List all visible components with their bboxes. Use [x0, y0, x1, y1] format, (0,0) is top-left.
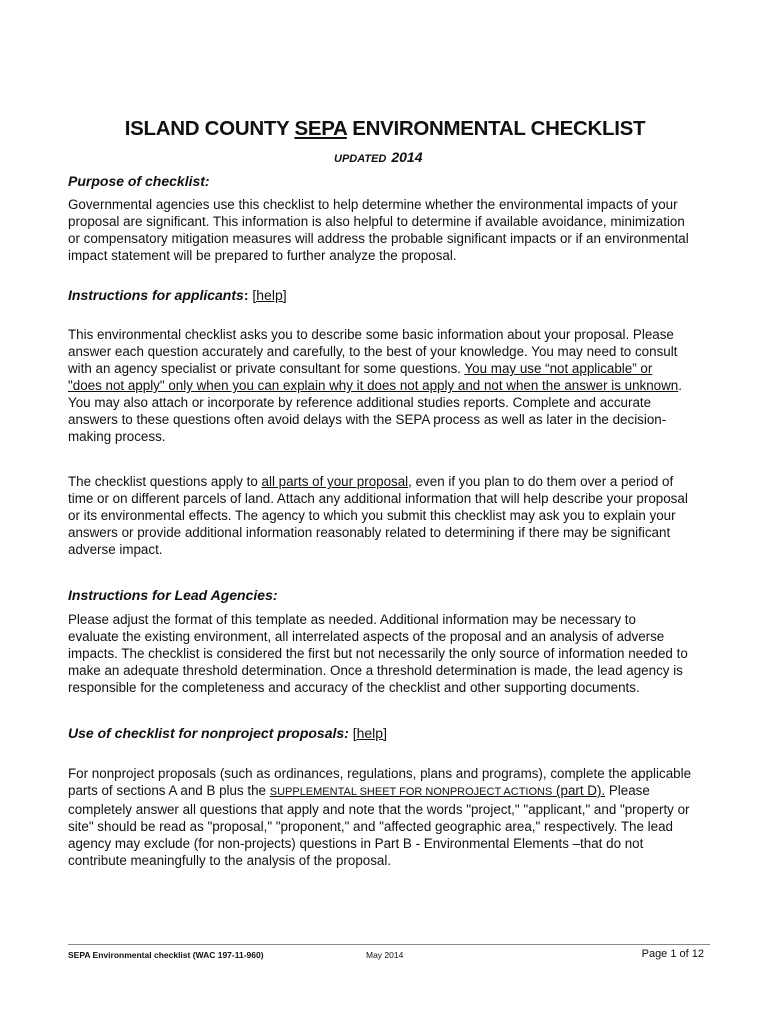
updated-label: UPDATED: [334, 153, 387, 165]
applicants-paragraph-2: The checklist questions apply to all parts of your proposal, even if you plan to do them over a period of time or on different parcels of land. Attach any additional information that will help describe your proposal or its environmental effects. The agency to which you submit this checklist may ask you to explain your answers or provide additional information reasonably related to determining if there may be significant adverse impact.: [68, 474, 688, 557]
part-d-link[interactable]: (part D).: [552, 783, 606, 798]
lead-agencies-heading: Instructions for Lead Agencies:: [68, 587, 278, 603]
applicants-help-link[interactable]: [help]: [252, 287, 287, 303]
footer-citation: SEPA Environmental checklist (WAC 197-11-960): [68, 950, 264, 960]
page-title: [0, 117, 770, 141]
page-number: Page 1 of 12: [641, 948, 704, 960]
footer-date: May 2014: [366, 950, 404, 960]
nonproject-paragraph: For nonproject proposals (such as ordinances, regulations, plans and programs), complete the applicable parts of sections A and B plus the SUPPLEMENTAL SHEET FOR NONPROJECT ACTIONS (part D). Please completely answer all questions that apply and note that the words "project," "applicant," and "property or site" should be read as "proposal," "proponent," and "affected geographic area," respectively. The lead agency may exclude (for non-projects) questions in Part B - Environmental Elements –that do not contribute meaningfully to the analysis of the proposal.: [68, 766, 692, 868]
updated-note: [334, 149, 423, 167]
title-suffix: ENVIRONMENTAL CHECKLIST: [346, 117, 646, 140]
supplemental-sheet-link[interactable]: SUPPLEMENTAL SHEET FOR NONPROJECT ACTIONS: [269, 786, 553, 798]
purpose-paragraph: Governmental agencies use this checklist to help determine whether the environmental impacts of your proposal are significant. This information is also helpful to determine if available avoidance, minimization or compensatory mitigation measures will address the probable significant impacts or if an environmental impact statement will be prepared to further analyze the proposal.: [68, 197, 689, 263]
updated-year: 2014: [391, 149, 423, 165]
nonproject-help-link[interactable]: [help]: [352, 725, 387, 741]
lead-agencies-paragraph: Please adjust the format of this template as needed. Additional information may be necessary to evaluate the existing environment, all interrelated aspects of the proposal and an analysis of adverse impacts. The checklist is considered the first but not necessarily the only source of information needed to make an adequate threshold determination. Once a threshold determination is made, the lead agency is responsible for the completeness and accuracy of the checklist and other supporting documents.: [68, 612, 688, 695]
applicants-heading: Instructions for applicants: [help]: [68, 287, 287, 303]
nonproject-heading: Use of checklist for nonproject proposals: [help]: [68, 725, 387, 741]
purpose-heading: Purpose of checklist:: [68, 173, 210, 189]
title-sepa: SEPA: [294, 117, 347, 140]
title-prefix: ISLAND COUNTY: [124, 117, 295, 140]
footer-divider: [68, 944, 710, 945]
applicants-paragraph-1: This environmental checklist asks you to describe some basic information about your proposal. Please answer each question accurately and carefully, to the best of your knowledge. You may need to consult with an agency specialist or private consultant for some questions. You may use “not applicable” or "does not apply" only when you can explain why it does not apply and not when the answer is unknown. You may also attach or incorporate by reference additional studies reports. Complete and accurate answers to these questions often avoid delays with the SEPA process as well as later in the decision- making process.: [68, 327, 682, 444]
